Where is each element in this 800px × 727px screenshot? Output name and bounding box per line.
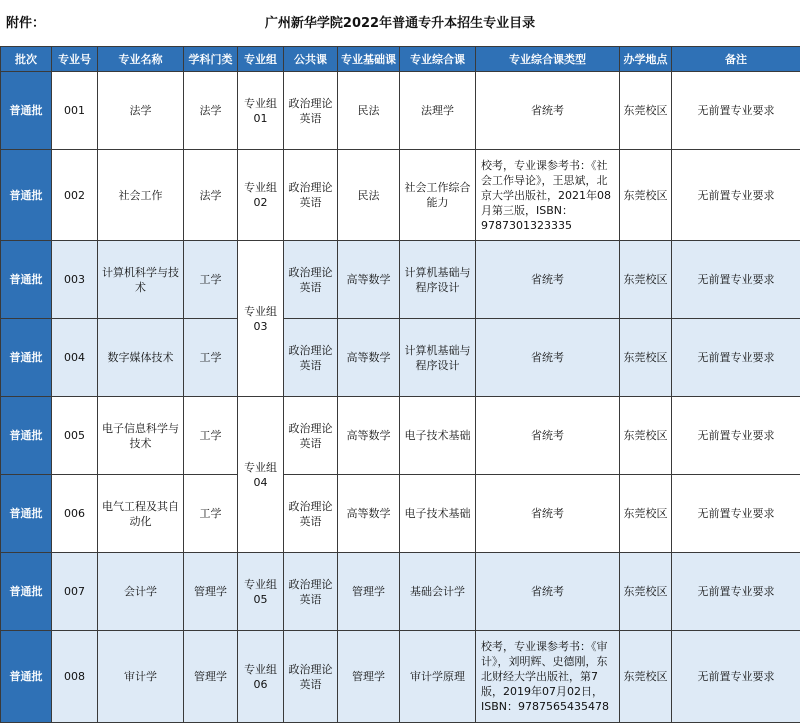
column-header: 专业基础课: [338, 47, 400, 72]
comprehensive-course-cell: 电子技术基础: [400, 397, 476, 475]
category-cell: 管理学: [184, 631, 238, 723]
major-name-cell: 数字媒体技术: [98, 319, 184, 397]
campus-cell: 东莞校区: [620, 475, 672, 553]
course-type-cell: 省统考: [476, 319, 620, 397]
major-name-cell: 法学: [98, 72, 184, 150]
group-cell: 专业组01: [238, 72, 284, 150]
major-name-cell: 社会工作: [98, 150, 184, 241]
column-header: 办学地点: [620, 47, 672, 72]
campus-cell: 东莞校区: [620, 150, 672, 241]
column-header: 备注: [672, 47, 800, 72]
foundation-course-cell: 管理学: [338, 553, 400, 631]
major-catalog-table: [0, 46, 800, 723]
batch-cell: 普通批: [1, 319, 52, 397]
campus-cell: 东莞校区: [620, 631, 672, 723]
category-cell: 工学: [184, 397, 238, 475]
column-header: 批次: [1, 47, 52, 72]
batch-cell: 普通批: [1, 241, 52, 319]
code-cell: 001: [52, 72, 98, 150]
table-row: [1, 241, 800, 319]
campus-cell: 东莞校区: [620, 553, 672, 631]
table-row: [1, 150, 800, 241]
note-cell: 无前置专业要求: [672, 631, 800, 723]
campus-cell: 东莞校区: [620, 72, 672, 150]
note-cell: 无前置专业要求: [672, 397, 800, 475]
table-row: [1, 319, 800, 397]
column-header: 公共课: [284, 47, 338, 72]
code-cell: 004: [52, 319, 98, 397]
public-course-cell: 政治理论英语: [284, 241, 338, 319]
course-type-cell: 校考，专业课参考书：《社会工作导论》，王思斌，北京大学出版社，2021年08月第三版，ISBN：9787301323335: [476, 150, 620, 241]
foundation-course-cell: 高等数学: [338, 475, 400, 553]
column-header: 专业组: [238, 47, 284, 72]
code-cell: 007: [52, 553, 98, 631]
table-row: [1, 397, 800, 475]
batch-cell: 普通批: [1, 631, 52, 723]
category-cell: 法学: [184, 150, 238, 241]
code-cell: 005: [52, 397, 98, 475]
category-cell: 工学: [184, 241, 238, 319]
batch-cell: 普通批: [1, 475, 52, 553]
public-course-cell: 政治理论英语: [284, 631, 338, 723]
campus-cell: 东莞校区: [620, 241, 672, 319]
category-cell: 工学: [184, 475, 238, 553]
comprehensive-course-cell: 电子技术基础: [400, 475, 476, 553]
major-name-cell: 会计学: [98, 553, 184, 631]
major-name-cell: 审计学: [98, 631, 184, 723]
course-type-cell: 省统考: [476, 553, 620, 631]
course-type-cell: 省统考: [476, 475, 620, 553]
column-header: 专业综合课: [400, 47, 476, 72]
batch-cell: 普通批: [1, 553, 52, 631]
group-cell: 专业组04: [238, 397, 284, 553]
foundation-course-cell: 高等数学: [338, 241, 400, 319]
note-cell: 无前置专业要求: [672, 475, 800, 553]
note-cell: 无前置专业要求: [672, 150, 800, 241]
batch-cell: 普通批: [1, 150, 52, 241]
group-cell: 专业组03: [238, 241, 284, 397]
category-cell: 法学: [184, 72, 238, 150]
category-cell: 工学: [184, 319, 238, 397]
comprehensive-course-cell: 社会工作综合能力: [400, 150, 476, 241]
group-cell: 专业组02: [238, 150, 284, 241]
comprehensive-course-cell: 计算机基础与程序设计: [400, 241, 476, 319]
note-cell: 无前置专业要求: [672, 319, 800, 397]
major-name-cell: 电子信息科学与技术: [98, 397, 184, 475]
table-header-row: [1, 47, 800, 72]
public-course-cell: 政治理论英语: [284, 319, 338, 397]
campus-cell: 东莞校区: [620, 319, 672, 397]
comprehensive-course-cell: 基础会计学: [400, 553, 476, 631]
foundation-course-cell: 高等数学: [338, 397, 400, 475]
batch-cell: 普通批: [1, 397, 52, 475]
column-header: 专业综合课类型: [476, 47, 620, 72]
column-header: 学科门类: [184, 47, 238, 72]
comprehensive-course-cell: 审计学原理: [400, 631, 476, 723]
column-header: 专业号: [52, 47, 98, 72]
page-title: 广州新华学院2022年普通专升本招生专业目录: [264, 16, 536, 31]
course-type-cell: 省统考: [476, 72, 620, 150]
group-cell: 专业组06: [238, 631, 284, 723]
comprehensive-course-cell: 法理学: [400, 72, 476, 150]
foundation-course-cell: 管理学: [338, 631, 400, 723]
public-course-cell: 政治理论英语: [284, 72, 338, 150]
note-cell: 无前置专业要求: [672, 72, 800, 150]
table-row: [1, 553, 800, 631]
group-cell: 专业组05: [238, 553, 284, 631]
table-row: [1, 72, 800, 150]
campus-cell: 东莞校区: [620, 397, 672, 475]
foundation-course-cell: 高等数学: [338, 319, 400, 397]
note-cell: 无前置专业要求: [672, 241, 800, 319]
public-course-cell: 政治理论英语: [284, 553, 338, 631]
note-cell: 无前置专业要求: [672, 553, 800, 631]
public-course-cell: 政治理论英语: [284, 150, 338, 241]
course-type-cell: 省统考: [476, 241, 620, 319]
course-type-cell: 校考，专业课参考书：《审计》，刘明辉、史德刚，东北财经大学出版社，第7版，2019年07月02日，ISBN：9787565435478: [476, 631, 620, 723]
foundation-course-cell: 民法: [338, 72, 400, 150]
document-header: [0, 0, 800, 46]
public-course-cell: 政治理论英语: [284, 475, 338, 553]
table-row: [1, 631, 800, 723]
column-header: 专业名称: [98, 47, 184, 72]
foundation-course-cell: 民法: [338, 150, 400, 241]
comprehensive-course-cell: 计算机基础与程序设计: [400, 319, 476, 397]
major-name-cell: 计算机科学与技术: [98, 241, 184, 319]
major-name-cell: 电气工程及其自动化: [98, 475, 184, 553]
batch-cell: 普通批: [1, 72, 52, 150]
table-row: [1, 475, 800, 553]
code-cell: 006: [52, 475, 98, 553]
code-cell: 002: [52, 150, 98, 241]
code-cell: 003: [52, 241, 98, 319]
attachment-label: 附件：: [6, 16, 46, 31]
public-course-cell: 政治理论英语: [284, 397, 338, 475]
category-cell: 管理学: [184, 553, 238, 631]
code-cell: 008: [52, 631, 98, 723]
course-type-cell: 省统考: [476, 397, 620, 475]
